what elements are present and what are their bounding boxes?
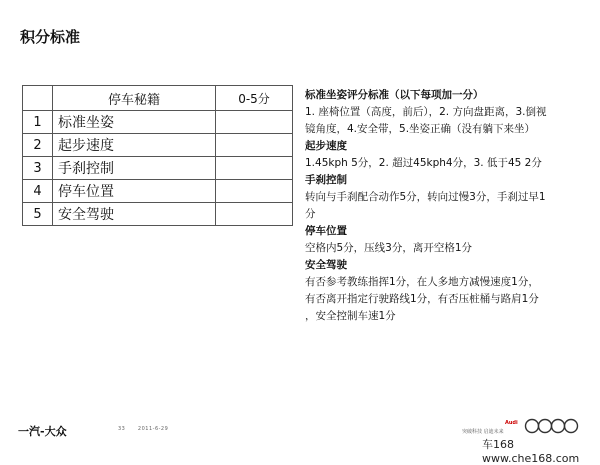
row-number: 5 (23, 203, 53, 226)
audi-wordmark: Audi (505, 420, 518, 426)
rule-line: ，安全控制车速1分 (305, 310, 396, 322)
table-row (23, 157, 293, 180)
row-number: 2 (23, 134, 53, 157)
brand-logo-text: 一汽-大众 (18, 425, 67, 438)
row-score (216, 203, 293, 226)
row-number: 3 (23, 157, 53, 180)
page-number: 33 (118, 426, 126, 432)
row-item: 安全驾驶 (53, 203, 216, 226)
rule-section (305, 257, 595, 325)
rule-line: 空格内5分，压线3分，离开空格1分 (305, 242, 473, 254)
table-row (23, 111, 293, 134)
header-item: 停车秘籍 (53, 86, 216, 111)
rule-line: 分 (305, 208, 316, 220)
rule-heading: 起步速度 (305, 140, 347, 152)
rule-section (305, 223, 595, 257)
rule-heading: 安全驾驶 (305, 259, 347, 271)
rule-heading: 标准坐姿评分标准（以下每项加一分） (305, 89, 484, 101)
row-number: 4 (23, 180, 53, 203)
footer-date: 2011-6-29 (137, 426, 169, 432)
row-item: 手刹控制 (53, 157, 216, 180)
row-item: 停车位置 (53, 180, 216, 203)
rule-section (305, 87, 595, 138)
footer-meta (118, 426, 168, 432)
header-score: 0-5分 (216, 86, 293, 111)
rule-heading: 手刹控制 (305, 174, 347, 186)
score-table (22, 85, 293, 226)
row-number: 1 (23, 111, 53, 134)
rule-line: 有否参考教练指挥1分，在人多地方减慢速度1分， (305, 276, 539, 288)
row-score (216, 180, 293, 203)
page-title: 积分标准 (20, 28, 81, 46)
row-item: 起步速度 (53, 134, 216, 157)
scoring-rules (305, 87, 595, 325)
table-header-row (23, 86, 293, 111)
table-row (23, 180, 293, 203)
row-score (216, 157, 293, 180)
row-score (216, 111, 293, 134)
rule-line: 1.45kph 5分，2. 超过45kph4分，3. 低于45 2分 (305, 157, 542, 169)
rule-line: 转向与手刹配合动作5分，转向过慢3分，手刹过早1 (305, 191, 546, 203)
audi-rings-icon (524, 418, 580, 434)
rule-section (305, 138, 595, 172)
rule-heading: 停车位置 (305, 225, 347, 237)
row-item: 标准坐姿 (53, 111, 216, 134)
watermark: 车168 www.che168.com (482, 438, 580, 465)
rule-line: 1. 座椅位置（高度，前后），2. 方向盘距离，3.倒视 (305, 106, 547, 118)
rule-line: 有否离开指定行驶路线1分，有否压桩桶与路肩1分 (305, 293, 539, 305)
row-score (216, 134, 293, 157)
header-no (23, 86, 53, 111)
rule-section (305, 172, 595, 223)
footer-slogan: 突破科技 启迪未来 (462, 429, 504, 435)
rule-line: 镜角度，4.安全带，5.坐姿正确（没有躺下来坐） (305, 123, 536, 135)
table-row (23, 134, 293, 157)
table-row (23, 203, 293, 226)
